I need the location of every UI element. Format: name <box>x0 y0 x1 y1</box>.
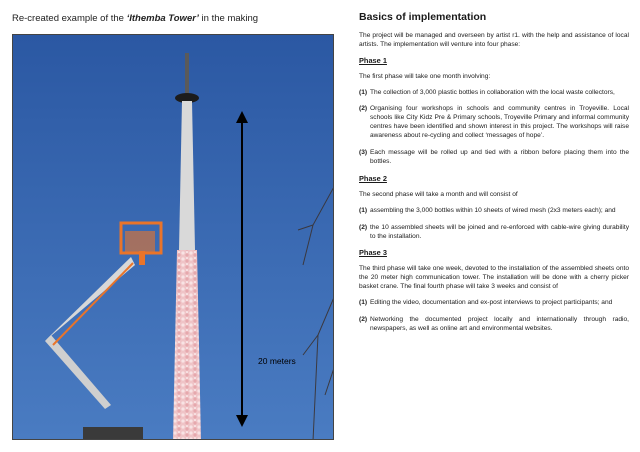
intro-paragraph: The project will be managed and overseen by artist r1. with the help and assistance of local artists. The implementation will venture into four phase: <box>359 31 629 48</box>
phase-2-title: Phase 2 <box>359 173 387 183</box>
phase-1-lead: The first phase will take one month involving: <box>359 72 491 80</box>
tower-photo <box>12 34 334 440</box>
photo-caption <box>12 13 258 24</box>
phase-3-item: (2) Networking the documented project locally and internationally through radio, newspapers, as well as online art and environmental websites. <box>359 315 629 332</box>
bottle-covered-tower <box>173 250 201 440</box>
section-heading: Basics of implementation <box>359 11 487 23</box>
phase-3-lead: The third phase will take one week, devoted to the installation of the assembled sheets onto the 20 meter high communication tower. The installation will be done with a cherry picker basket crane. The final fourth phase will take 3 weeks and consist of <box>359 265 629 291</box>
sky <box>13 35 334 440</box>
caption-prefix: Re-created example of the <box>12 13 127 24</box>
phase-1-title: Phase 1 <box>359 55 387 65</box>
phase-2-item: (1) assembling the 3,000 bottles within 10 sheets of wired mesh (2x3 meters each); and <box>359 206 616 214</box>
phase-2-item: (2) the 10 assembled sheets will be joined and re-enforced with cable-wire giving durability to the installation. <box>359 223 629 240</box>
phase-3-item: (1) Editing the video, documentation and ex-post interviews to project participants; and <box>359 299 613 307</box>
caption-suffix: in the making <box>198 13 259 24</box>
tower-photo-illustration <box>13 35 334 440</box>
height-label: 20 meters <box>258 356 296 366</box>
phase-2-lead: The second phase will take a month and will consist of <box>359 190 518 198</box>
phase-3-title: Phase 3 <box>359 248 387 258</box>
antenna-mast <box>185 53 189 97</box>
phase-1-item: (1) The collection of 3,000 plastic bottles in collaboration with the local waste collectors, <box>359 88 615 96</box>
phase-1-item: (3) Each message will be rolled up and tied with a ribbon before placing them into the bottles. <box>359 149 629 165</box>
caption-title: ‘Ithemba Tower’ <box>126 13 199 24</box>
implementation-section <box>359 13 629 342</box>
phase-1-item: (2) Organising four workshops in schools and community centres in Troyeville. Local schools like City Kidz Pre & Primary schools, Troyeville Primary and informal community centres have been identified and shown interest in this project. The workshops will raise awareness about re-cycling and collect ‘messages of hope’. <box>359 105 629 140</box>
